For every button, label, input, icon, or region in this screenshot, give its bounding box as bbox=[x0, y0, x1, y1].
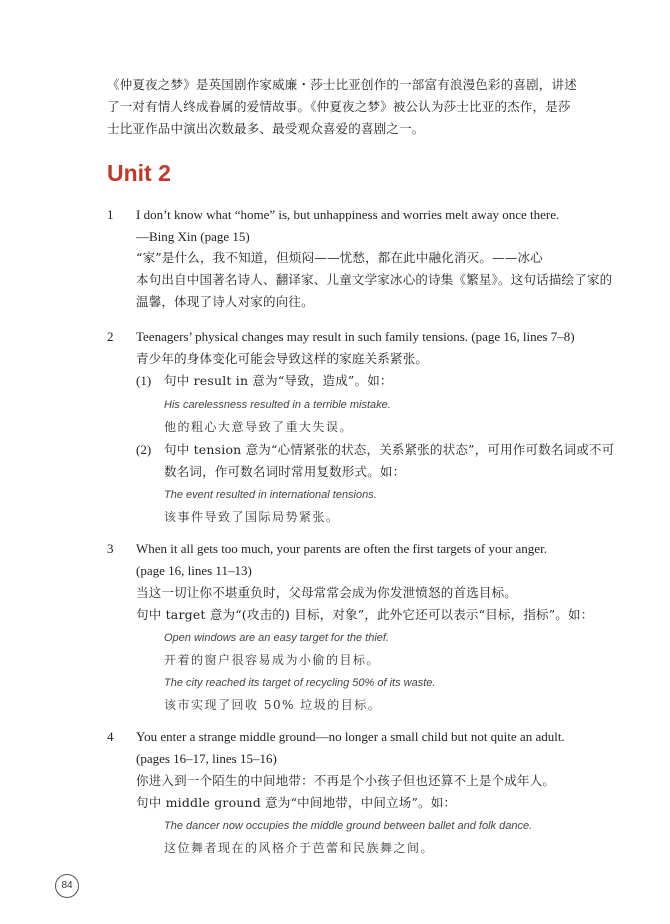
item-2-number: 2 bbox=[107, 329, 114, 344]
item-2-sub-1-line-1: 句中 result in 意为“导致，造成”。如： bbox=[164, 373, 393, 388]
item-3-example-2-zh: 该市实现了回收 50% 垃圾的目标。 bbox=[164, 698, 382, 712]
item-3-line-1: When it all gets too much, your parents are often the first targets of your anger. bbox=[136, 541, 547, 556]
item-1-line-4: 本句出自中国著名诗人、翻译家、儿童文学家冰心的诗集《繁星》。这句话描绘了家的 bbox=[136, 272, 613, 287]
item-2-sub-2-line-2: 数名词，作可数名词时常用复数形式。如： bbox=[164, 464, 406, 479]
item-1-line-3: “家”是什么，我不知道，但烦闷——忧愁，都在此中融化消灭。——冰心 bbox=[136, 250, 543, 265]
item-1-number: 1 bbox=[107, 207, 114, 222]
item-2-sub-2-example-zh: 该事件导致了国际局势紧张。 bbox=[164, 510, 340, 524]
item-2-sub-2-example: The event resulted in international tensions. bbox=[164, 489, 377, 501]
item-3-number: 3 bbox=[107, 541, 114, 556]
item-2-line-2: 青少年的身体变化可能会导致这样的家庭关系紧张。 bbox=[136, 351, 429, 366]
item-3-example-1-zh: 开着的窗户很容易成为小偷的目标。 bbox=[164, 653, 381, 667]
item-2-sub-1-example-zh: 他的粗心大意导致了重大失误。 bbox=[164, 420, 354, 434]
item-4-example-1-zh: 这位舞者现在的风格介于芭蕾和民族舞之间。 bbox=[164, 841, 435, 855]
item-3-example-2: The city reached its target of recycling 50% of its waste. bbox=[164, 677, 436, 689]
item-2-sub-2-label: (2) bbox=[136, 442, 152, 457]
intro-line-2: 了一对有情人终成眷属的爱情故事。《仲夏夜之梦》被公认为莎士比亚的杰作，是莎 bbox=[107, 99, 571, 114]
item-4-line-4: 句中 middle ground 意为“中间地带，中间立场”。如： bbox=[136, 795, 457, 810]
item-2-sub-1-label: (1) bbox=[136, 373, 152, 388]
item-4-line-2: (pages 16–17, lines 15–16) bbox=[136, 751, 277, 766]
item-1-line-5: 温馨，体现了诗人对家的向往。 bbox=[136, 294, 314, 309]
unit-title: Unit 2 bbox=[107, 160, 171, 186]
item-4-number: 4 bbox=[107, 729, 114, 744]
intro-line-3: 士比亚作品中演出次数最多、最受观众喜爱的喜剧之一。 bbox=[107, 121, 425, 136]
item-2-line-1: Teenagers’ physical changes may result in such family tensions. (page 16, lines 7–8) bbox=[136, 329, 575, 344]
intro-line-1: 《仲夏夜之梦》是英国剧作家威廉・莎士比亚创作的一部富有浪漫色彩的喜剧，讲述 bbox=[107, 77, 577, 92]
item-4-line-3: 你进入到一个陌生的中间地带：不再是个小孩子但也还算不上是个成年人。 bbox=[136, 773, 556, 788]
item-3-line-3: 当这一切让你不堪重负时，父母常常会成为你发泄愤怒的首选目标。 bbox=[136, 585, 518, 600]
item-3-example-1: Open windows are an easy target for the thief. bbox=[164, 632, 390, 644]
item-1-line-2: —Bing Xin (page 15) bbox=[136, 229, 250, 244]
item-1-line-1: I don’t know what “home” is, but unhappiness and worries melt away once there. bbox=[136, 207, 560, 222]
item-4-line-1: You enter a strange middle ground—no longer a small child but not quite an adult. bbox=[136, 729, 565, 744]
item-2-sub-2-line-1: 句中 tension 意为“心情紧张的状态，关系紧张的状态”，可用作可数名词或不可 bbox=[164, 442, 615, 457]
item-4-example-1: The dancer now occupies the middle ground between ballet and folk dance. bbox=[164, 820, 533, 832]
item-2-sub-1-example: His carelessness resulted in a terrible mistake. bbox=[164, 399, 391, 411]
item-3-line-4: 句中 target 意为“(攻击的) 目标，对象”，此外它还可以表示“目标，指标”。如： bbox=[136, 607, 594, 622]
page-number: 84 bbox=[55, 874, 79, 898]
item-3-line-2: (page 16, lines 11–13) bbox=[136, 563, 252, 578]
